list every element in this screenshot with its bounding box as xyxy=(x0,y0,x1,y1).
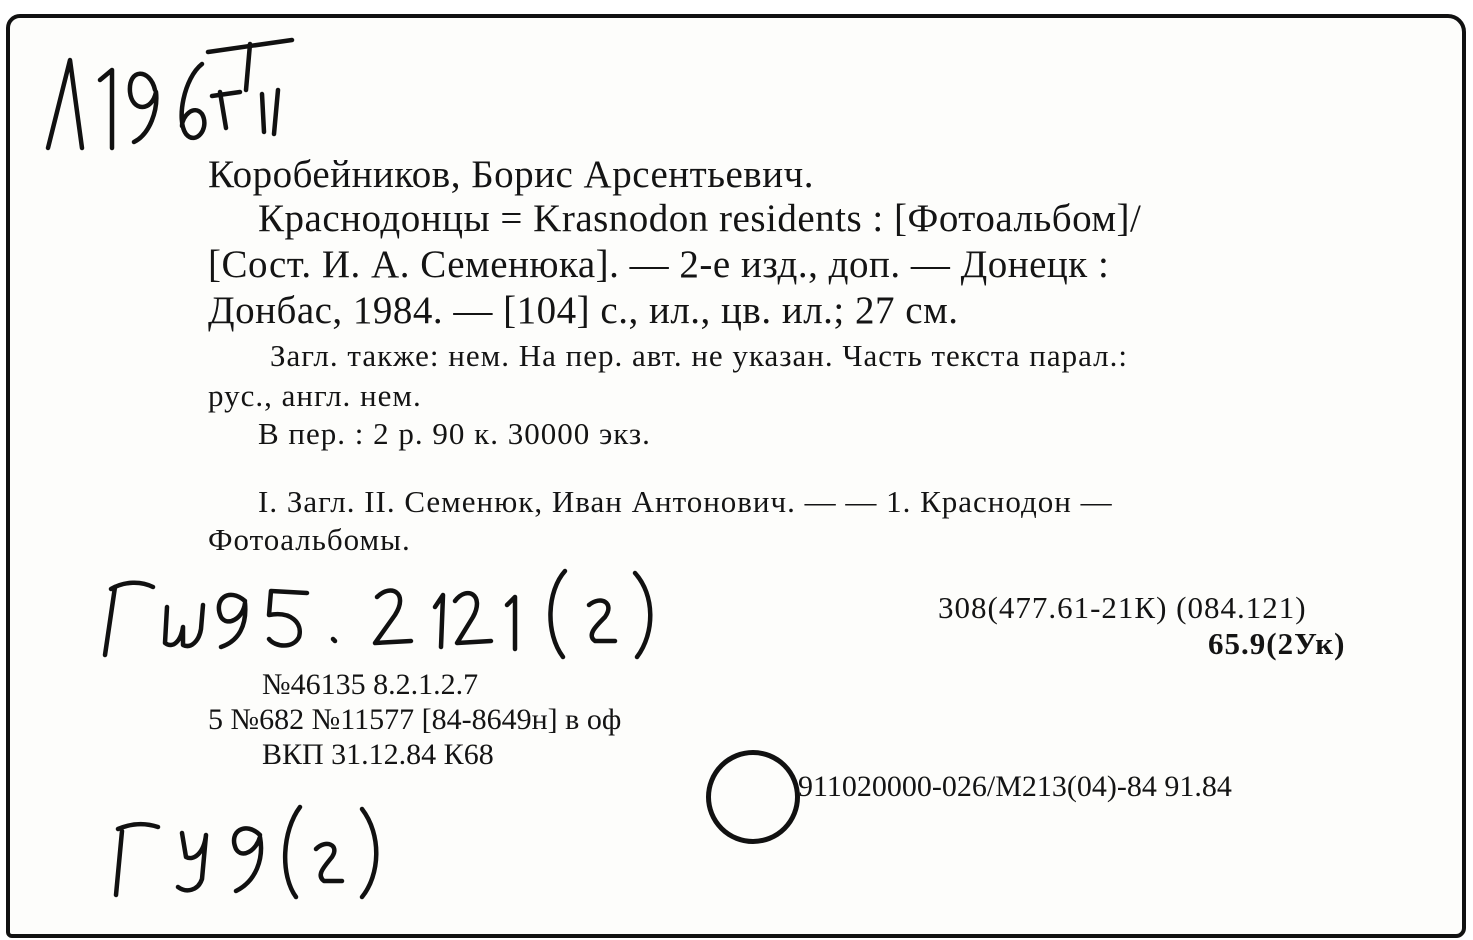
bbk-index: 65.9(2Ук) xyxy=(1208,626,1346,661)
handwritten-shelfmark xyxy=(95,545,685,670)
note-line-1: Загл. также: нем. На пер. авт. не указан. Часть текста парал.: xyxy=(270,338,1128,373)
title-line-3: Донбас, 1984. — [104] с., ил., цв. ил.; 27 см. xyxy=(208,289,959,332)
registry-line-1: №46135 8.2.1.2.7 xyxy=(262,668,479,701)
price-line: В пер. : 2 р. 90 к. 30000 экз. xyxy=(258,416,651,451)
handwritten-bottom-shelfmark xyxy=(100,795,400,910)
tracings-line-2: Фотоальбомы. xyxy=(208,522,411,557)
handwritten-call-fraction xyxy=(200,30,310,145)
note-line-2: рус., англ. нем. xyxy=(208,378,422,413)
circle-stamp-icon xyxy=(706,750,800,844)
registry-line-2: 5 №682 №11577 [84-8649н] в оф xyxy=(208,703,622,736)
title-line-1: Краснодонцы = Krasnodon residents : [Фотоальбом]/ xyxy=(258,197,1142,240)
author-heading: Коробейников, Борис Арсентьевич. xyxy=(208,153,814,196)
tracings-line-1: I. Загл. II. Семенюк, Иван Антонович. — — 1. Краснодон — xyxy=(258,484,1113,519)
title-line-2: [Сост. И. А. Семенюка]. — 2-е изд., доп. — Донецк : xyxy=(208,243,1110,286)
registry-line-3: ВКП 31.12.84 К68 xyxy=(262,738,494,771)
publishing-code: 911020000-026/М213(04)-84 91.84 xyxy=(798,770,1232,803)
udc-index: 308(477.61-21К) (084.121) xyxy=(938,590,1307,625)
